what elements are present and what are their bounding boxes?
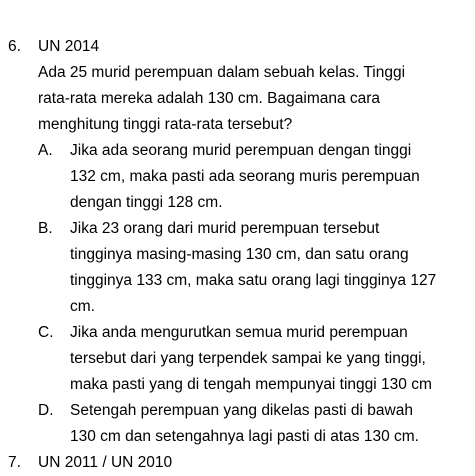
option-c-text-line: tersebut dari yang terpendek sampai ke yang tinggi, xyxy=(70,350,426,367)
option-d-text-line: 130 cm dan setengahnya lagi pasti di atas 130 cm. xyxy=(70,428,419,445)
option-b-text-line: tingginya 133 cm, maka satu orang lagi tingginya 127 xyxy=(70,272,437,289)
option-a-text-line: 132 cm, maka pasti ada seorang muris perempuan xyxy=(70,168,420,185)
option-b-text-line: Jika 23 orang dari murid perempuan tersebut xyxy=(70,220,380,237)
option-letter-c: C. xyxy=(38,324,54,341)
option-a-text-line: dengan tinggi 128 cm. xyxy=(70,194,223,211)
next-question-number: 7. xyxy=(8,454,21,471)
question-stem-line: Ada 25 murid perempuan dalam sebuah kelas. Tinggi xyxy=(38,64,406,81)
question-title: UN 2014 xyxy=(38,38,100,55)
option-a-text-line: Jika ada seorang murid perempuan dengan tinggi xyxy=(70,142,412,159)
option-d-text-line: Setengah perempuan yang dikelas pasti di bawah xyxy=(70,402,413,419)
option-letter-a: A. xyxy=(38,142,53,159)
option-c-text-line: maka pasti yang di tengah mempunyai tinggi 130 cm xyxy=(70,376,432,393)
option-c-text-line: Jika anda mengurutkan semua murid perempuan xyxy=(70,324,408,341)
option-b-text-line: tingginya masing-masing 130 cm, dan satu orang xyxy=(70,246,409,263)
question-number: 6. xyxy=(8,38,21,55)
option-letter-d: D. xyxy=(38,402,54,419)
next-question-title: UN 2011 / UN 2010 xyxy=(38,454,173,471)
question-stem-line: rata-rata mereka adalah 130 cm. Bagaimana cara xyxy=(38,90,381,107)
question-stem-line: menghitung tinggi rata-rata tersebut? xyxy=(38,116,293,133)
option-b-text-line: cm. xyxy=(70,298,95,315)
option-letter-b: B. xyxy=(38,220,53,237)
